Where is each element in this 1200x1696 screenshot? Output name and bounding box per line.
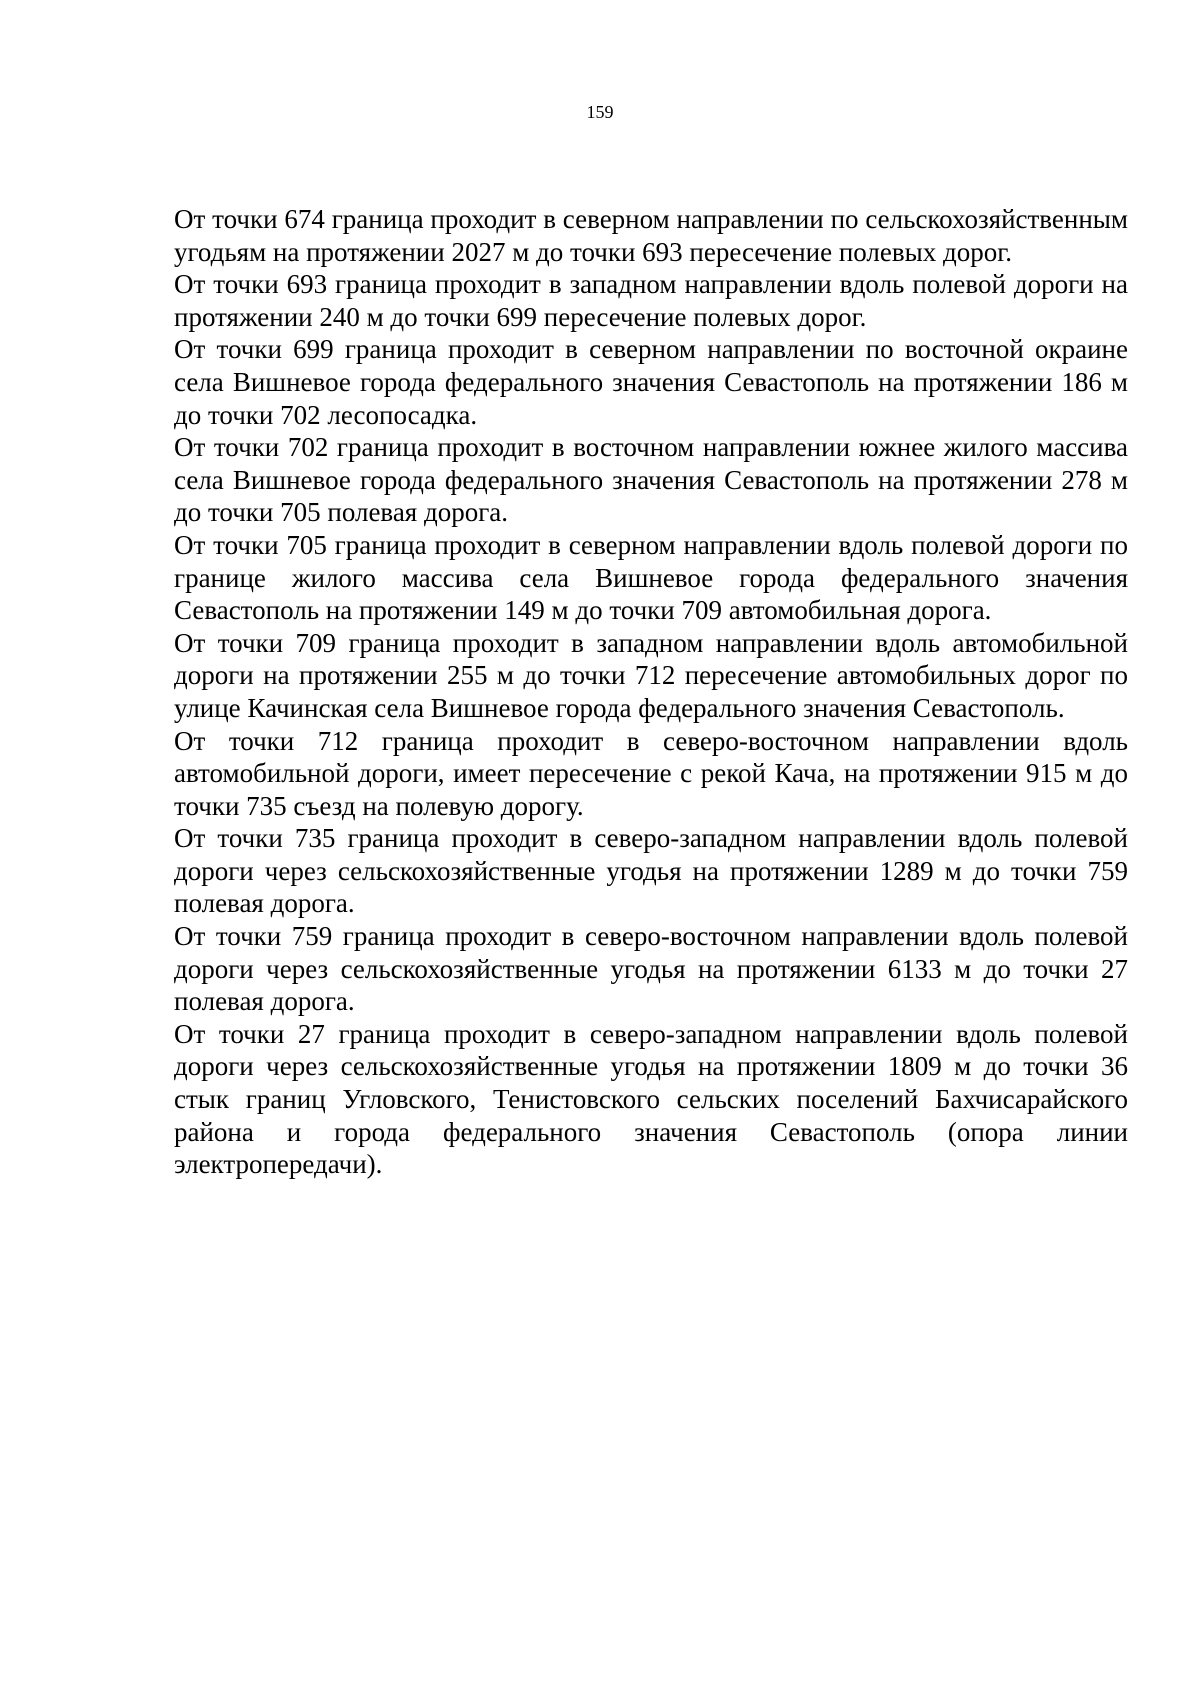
paragraph: От точки 674 граница проходит в северном направлении по сельскохозяйственным угодьям на протяжении 2027 м до точки 693 пересечение полевых дорог. [174, 204, 1128, 267]
paragraph: От точки 702 граница проходит в восточном направлении южнее жилого массива села Вишневое города федерального значения Севастополь на протяжении 278 м до точки 705 полевая дорога. [174, 432, 1128, 528]
paragraph: От точки 735 граница проходит в северо-западном направлении вдоль полевой дороги через сельскохозяйственные угодья на протяжении 1289 м до точки 759 полевая дорога. [174, 823, 1128, 919]
paragraph: От точки 699 граница проходит в северном направлении по восточной окраине села Вишневое города федерального значения Севастополь на протяжении 186 м до точки 702 лесопосадка. [174, 334, 1128, 430]
page-number: 159 [586, 102, 614, 122]
paragraph: От точки 27 граница проходит в северо-западном направлении вдоль полевой дороги через сельскохозяйственные угодья на протяжении 1809 м до точки 36 стык границ Угловского, Тенистовского сельских поселений Бахчисарайского района и города федерального значения Севастополь (опора линии электропередачи). [174, 1018, 1128, 1180]
paragraph: От точки 705 граница проходит в северном направлении вдоль полевой дороги по границе жилого массива села Вишневое города федерального значения Севастополь на протяжении 149 м до точки 709 автомобильная дорога. [174, 529, 1128, 626]
paragraph: От точки 759 граница проходит в северо-восточном направлении вдоль полевой дороги через сельскохозяйственные угодья на протяжении 6133 м до точки 27 полевая дорога. [174, 921, 1128, 1017]
paragraph: От точки 693 граница проходит в западном направлении вдоль полевой дороги на протяжении 240 м до точки 699 пересечение полевых дорог. [174, 269, 1128, 332]
paragraph: От точки 712 граница проходит в северо-восточном направлении вдоль автомобильной дороги, имеет пересечение с рекой Кача, на протяжении 915 м до точки 735 съезд на полевую дорогу. [174, 725, 1128, 821]
document-body [174, 203, 1128, 1181]
paragraph: От точки 709 граница проходит в западном направлении вдоль автомобильной дороги на протяжении 255 м до точки 712 пересечение автомобильных дорог по улице Качинская села Вишневое города федерального значения Севастополь. [174, 627, 1128, 723]
